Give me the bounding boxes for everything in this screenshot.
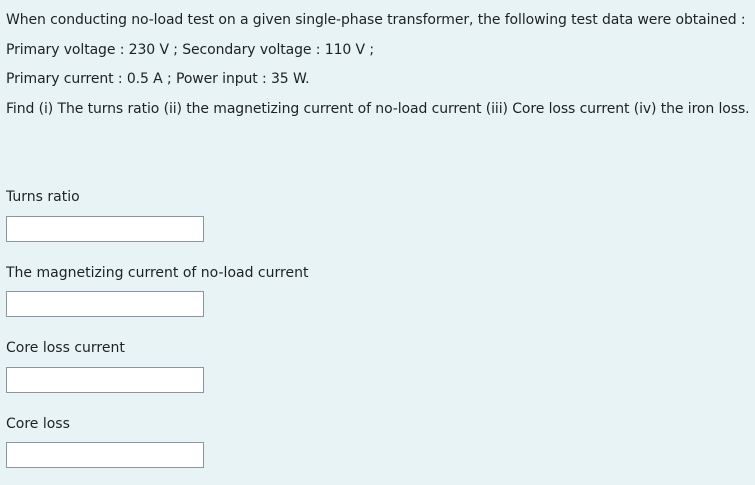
- core-loss-current-input[interactable]: [6, 367, 204, 393]
- question-line-find: Find (i) The turns ratio (ii) the magnetizing current of no-load current (iii) Core loss current (iv) the iron loss.: [6, 101, 750, 117]
- core-loss-current-label: Core loss current: [6, 340, 125, 356]
- magnetizing-current-input[interactable]: [6, 291, 204, 317]
- core-loss-label: Core loss: [6, 416, 70, 432]
- turns-ratio-input[interactable]: [6, 216, 204, 242]
- core-loss-input[interactable]: [6, 442, 204, 468]
- magnetizing-current-label: The magnetizing current of no-load current: [6, 265, 309, 281]
- question-line-current-power: Primary current : 0.5 A ; Power input : 35 W.: [6, 71, 310, 87]
- question-line-voltages: Primary voltage : 230 V ; Secondary voltage : 110 V ;: [6, 42, 374, 58]
- question-line-intro: When conducting no-load test on a given single-phase transformer, the following test data were obtained :: [6, 12, 746, 28]
- turns-ratio-label: Turns ratio: [6, 189, 80, 205]
